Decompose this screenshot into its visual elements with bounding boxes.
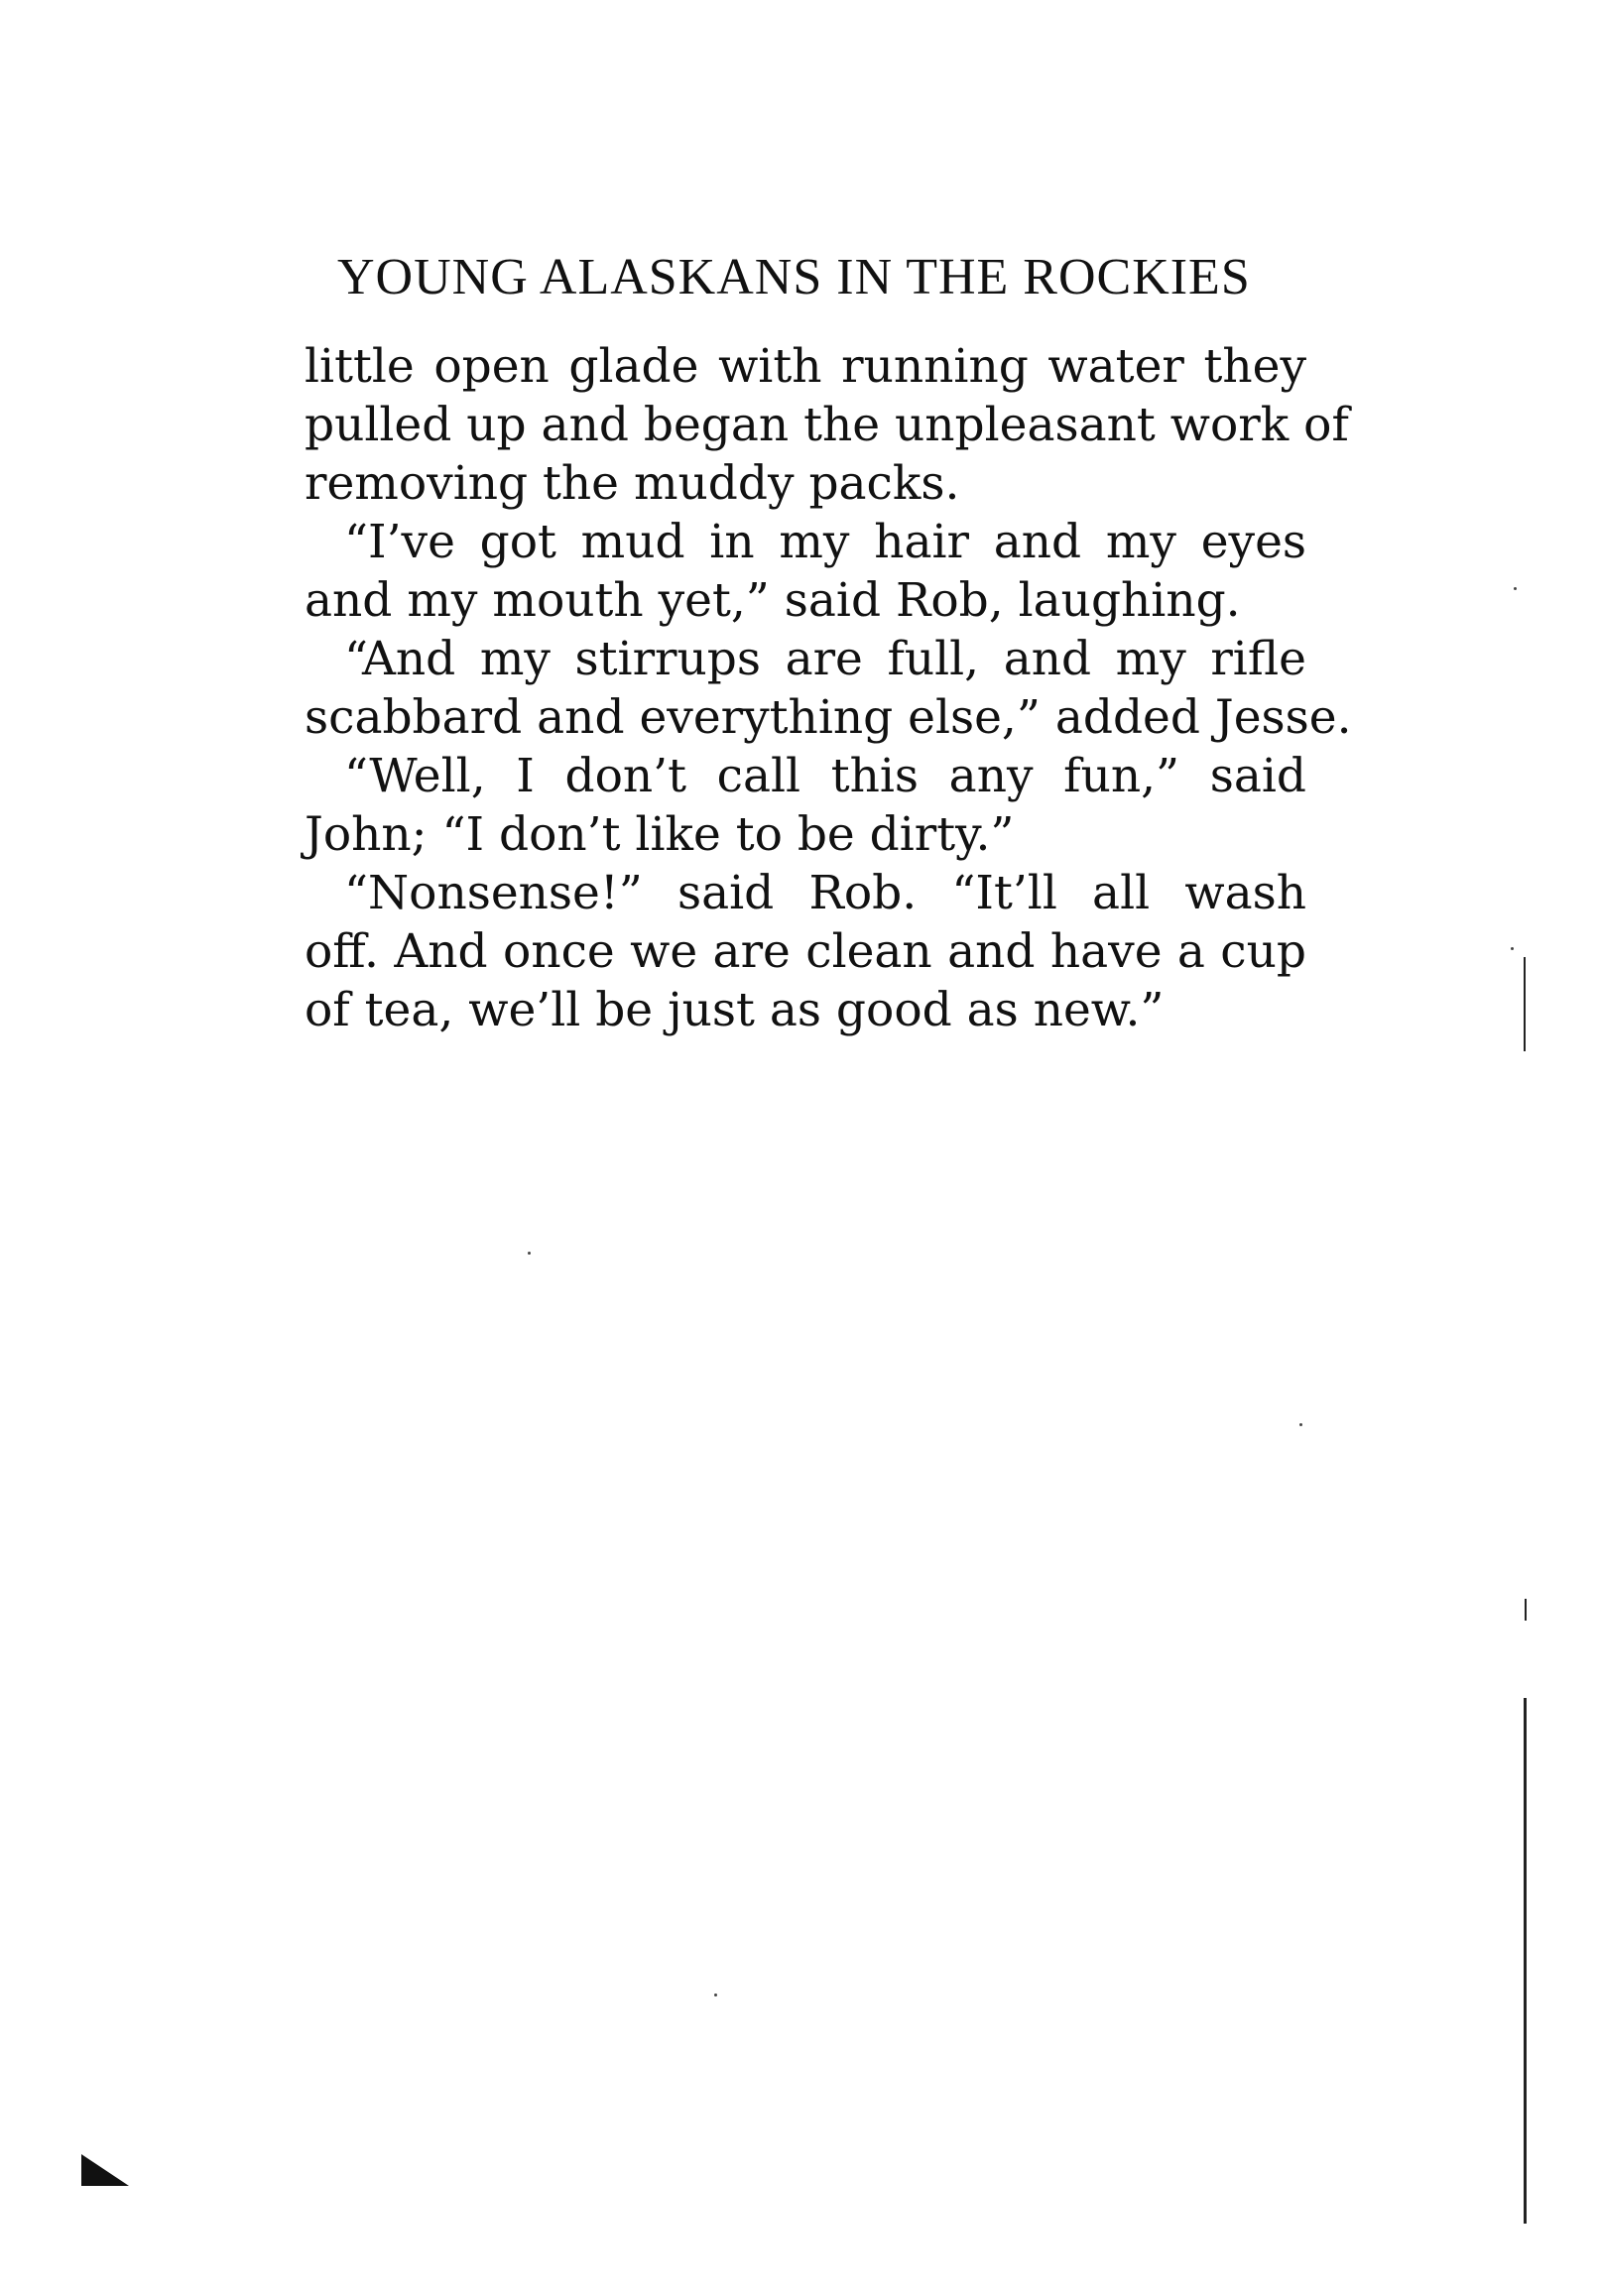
scan-speck bbox=[1299, 1423, 1302, 1426]
text-line: pulled up and began the unpleasant work of bbox=[305, 398, 1349, 452]
scan-speck bbox=[1511, 947, 1514, 950]
text-line: “Well, I don’t call this any fun,” said bbox=[344, 749, 1306, 803]
text-line: and my mouth yet,” said Rob, laughing. bbox=[305, 573, 1241, 628]
text-line: scabbard and everything else,” added Jesse. bbox=[305, 690, 1352, 745]
scan-edge-line bbox=[1525, 1599, 1527, 1621]
text-line: off. And once we are clean and have a cup bbox=[305, 924, 1306, 979]
scan-edge-line bbox=[1524, 957, 1526, 1051]
scan-edge-line bbox=[1524, 1698, 1527, 2224]
scan-speck bbox=[714, 1994, 717, 1996]
text-line: “I’ve got mud in my hair and my eyes bbox=[344, 515, 1306, 569]
text-line: of tea, we’ll be just as good as new.” bbox=[305, 983, 1165, 1037]
scan-speck bbox=[528, 1252, 531, 1255]
body-text bbox=[305, 337, 1352, 1039]
text-line: little open glade with running water they bbox=[305, 339, 1306, 394]
scan-speck bbox=[1514, 587, 1517, 590]
text-line: John; “I don’t like to be dirty.” bbox=[305, 807, 1015, 862]
text-line: “Nonsense!” said Rob. “It’ll all wash bbox=[344, 866, 1306, 920]
corner-triangle-mark bbox=[81, 2154, 129, 2186]
running-head: YOUNG ALASKANS IN THE ROCKIES bbox=[337, 249, 1251, 305]
text-line: “And my stirrups are full, and my rifle bbox=[344, 632, 1306, 686]
text-line: removing the muddy packs. bbox=[305, 456, 960, 511]
